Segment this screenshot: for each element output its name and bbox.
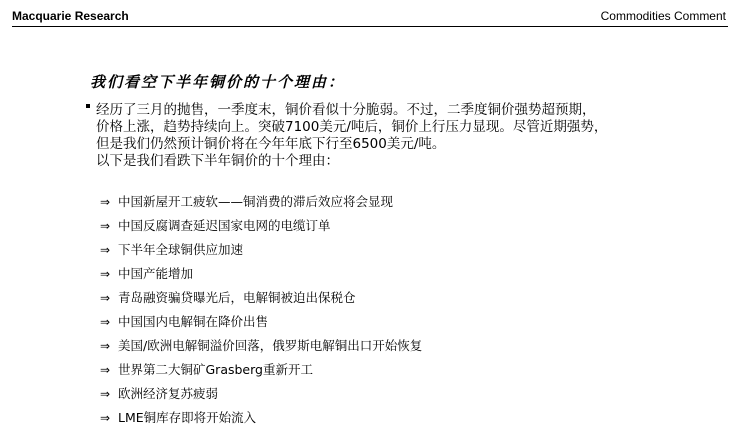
list-item — [100, 286, 422, 310]
list-item — [100, 190, 422, 214]
reason-text: 青岛融资骗贷曝光后，电解铜被迫出保税仓 — [118, 290, 356, 305]
paragraph-line: 以下是我们看跌下半年铜价的十个理由： — [96, 153, 339, 169]
arrow-icon: ⇒ — [100, 291, 111, 305]
arrow-icon: ⇒ — [100, 195, 111, 209]
arrow-icon: ⇒ — [100, 411, 111, 425]
arrow-icon: ⇒ — [100, 267, 111, 281]
section-title: 我们看空下半年铜价的十个理由： — [90, 73, 346, 91]
reason-text: 世界第二大铜矿Grasberg重新开工 — [118, 362, 313, 377]
reason-text: 中国国内电解铜在降价出售 — [118, 314, 269, 329]
list-item — [100, 334, 422, 358]
intro-paragraph — [96, 102, 716, 170]
paragraph-line: 但是我们仍然预计铜价将在今年年底下行至6500美元/吨。 — [96, 136, 446, 152]
page-header — [12, 8, 728, 27]
reason-text: LME铜库存即将开始流入 — [118, 410, 257, 425]
reasons-list — [100, 190, 422, 430]
paragraph-line: 价格上涨，趋势持续向上。突破7100美元/吨后，铜价上行压力显现。尽管近期强势， — [96, 119, 608, 135]
list-item — [100, 214, 422, 238]
arrow-icon: ⇒ — [100, 363, 111, 377]
list-item — [100, 310, 422, 334]
arrow-icon: ⇒ — [100, 387, 111, 401]
list-item — [100, 358, 422, 382]
brand-name: Macquarie Research — [12, 9, 129, 23]
list-item — [100, 262, 422, 286]
reason-text: 下半年全球铜供应加速 — [118, 242, 244, 257]
reason-text: 中国反腐调查延迟国家电网的电缆订单 — [118, 218, 331, 233]
reason-text: 中国新屋开工疲软——铜消费的滞后效应将会显现 — [118, 194, 394, 209]
list-item — [100, 238, 422, 262]
arrow-icon: ⇒ — [100, 219, 111, 233]
reason-text: 欧洲经济复苏疲弱 — [118, 386, 219, 401]
arrow-icon: ⇒ — [100, 243, 111, 257]
list-item — [100, 382, 422, 406]
section-name: Commodities Comment — [600, 9, 726, 23]
arrow-icon: ⇒ — [100, 339, 111, 353]
list-item — [100, 406, 422, 430]
arrow-icon: ⇒ — [100, 315, 111, 329]
square-bullet-icon — [86, 104, 90, 108]
paragraph-line: 经历了三月的抛售，一季度末，铜价看似十分脆弱。不过，二季度铜价强势超预期， — [96, 102, 596, 118]
reason-text: 中国产能增加 — [118, 266, 194, 281]
reason-text: 美国/欧洲电解铜溢价回落，俄罗斯电解铜出口开始恢复 — [118, 338, 423, 353]
